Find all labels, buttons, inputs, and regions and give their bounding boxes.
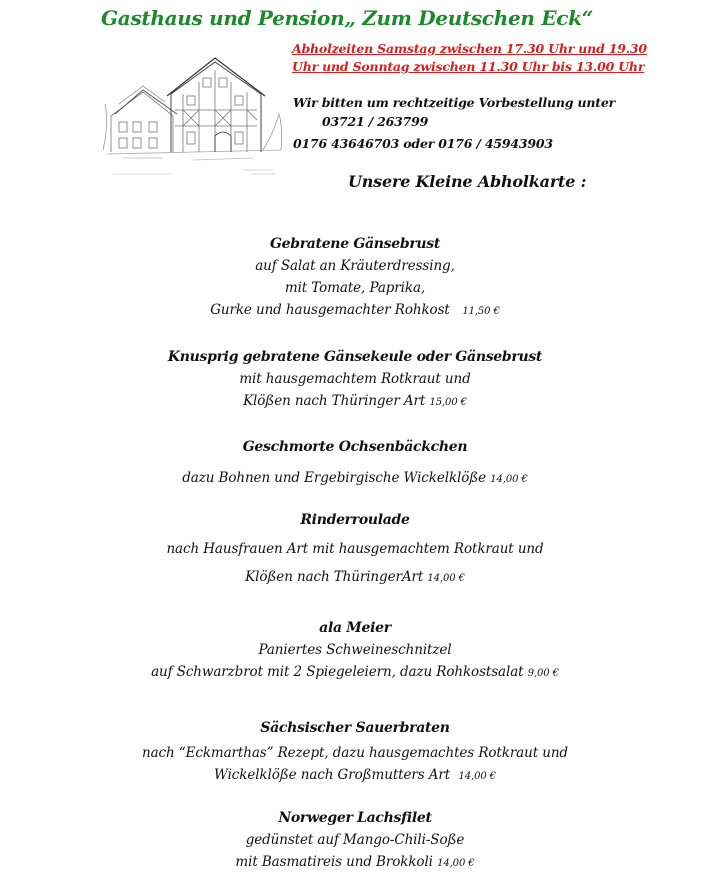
menu-item [0, 717, 710, 788]
dish-name: ala Meier [319, 620, 391, 636]
guesthouse-sketch-icon [103, 54, 285, 178]
dish-description: Wickelklöße nach Großmutters Art [214, 767, 451, 783]
dish-name: Knusprig gebratene Gänsekeule oder Gänsebrust [167, 349, 543, 365]
dish-price: 9,00 € [527, 668, 559, 679]
menu-item [0, 346, 710, 414]
dish-name: Norweger Lachsfilet [278, 810, 432, 826]
menu-item [0, 807, 710, 875]
pickup-times-line: Abholzeiten Samstag zwischen 17.30 Uhr und 19.30 [292, 41, 647, 56]
dish-price: 14,00 € [490, 474, 528, 485]
dish-price: 14,00 € [458, 771, 496, 782]
menu-subtitle: Unsere Kleine Abholkarte : [348, 172, 587, 191]
dish-description: gedünstet auf Mango-Chili-Soße [245, 832, 465, 848]
dish-description: dazu Bohnen und Ergebirgische Wickelklöße [182, 470, 487, 486]
dish-description: mit hausgemachtem Rotkraut und [239, 371, 471, 387]
dish-description: auf Salat an Kräuterdressing, [255, 258, 455, 274]
dish-name: Rinderroulade [300, 512, 410, 528]
dish-description: auf Schwarzbrot mit 2 Spiegeleiern, dazu Rohkostsalat [151, 664, 524, 680]
dish-description: Klößen nach ThüringerArt [245, 569, 424, 585]
dish-price: 11,50 € [462, 306, 500, 317]
dish-price: 15,00 € [429, 397, 467, 408]
order-note: Wir bitten um rechtzeitige Vorbestellung unter [293, 95, 615, 110]
dish-name: Gebratene Gänsebrust [269, 236, 441, 252]
pickup-times-line: Uhr und Sonntag zwischen 11.30 Uhr bis 13.00 Uhr [292, 59, 645, 74]
order-info [293, 92, 615, 155]
dish-description: Klößen nach Thüringer Art [243, 393, 426, 409]
pickup-times [292, 40, 647, 76]
mobile-numbers: 0176 43646703 oder 0176 / 45943903 [293, 136, 553, 151]
dish-description: nach “Eckmarthas” Rezept, dazu hausgemachtes Rotkraut und [142, 745, 568, 761]
dish-description: mit Basmatireis und Brokkoli [235, 854, 433, 870]
dish-price: 14,00 € [437, 858, 475, 869]
menu-item [0, 233, 710, 323]
dish-description: mit Tomate, Paprika, [284, 280, 426, 296]
dish-name: Geschmorte Ochsenbäckchen [242, 439, 468, 455]
dish-description: nach Hausfrauen Art mit hausgemachtem Rotkraut und [166, 541, 544, 557]
dish-description: Gurke und hausgemachter Rohkost [210, 302, 450, 318]
dish-name: Sächsischer Sauerbraten [260, 720, 450, 736]
dish-description: Paniertes Schweineschnitzel [258, 642, 452, 658]
dish-price: 14,00 € [427, 573, 465, 584]
restaurant-title: Gasthaus und Pension„ Zum Deutschen Eck“ [101, 6, 593, 30]
phone-number: 03721 / 263799 [322, 114, 429, 129]
menu-item [0, 436, 710, 491]
menu-item [0, 509, 710, 590]
menu-item [0, 617, 710, 685]
